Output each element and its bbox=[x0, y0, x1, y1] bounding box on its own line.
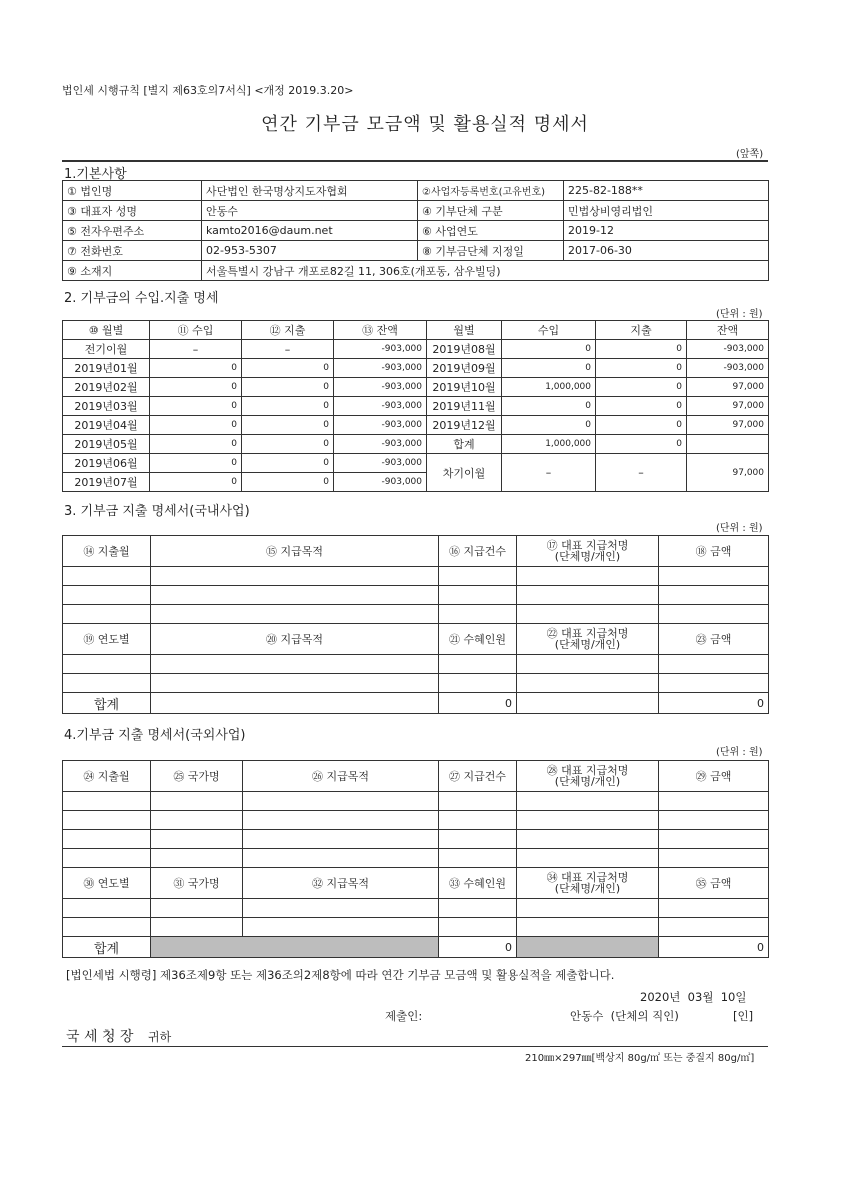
month-cell: 2019년03월 bbox=[63, 397, 150, 416]
submitter-label: 제출인: bbox=[385, 1009, 423, 1023]
table-row bbox=[63, 397, 769, 416]
total-amount: 0 bbox=[659, 937, 769, 958]
balance-total bbox=[687, 435, 769, 454]
section1-title: 1.기본사항 bbox=[64, 167, 127, 182]
balance-cell: -903,000 bbox=[334, 454, 427, 473]
expense-cell: 0 bbox=[596, 359, 687, 378]
income-expense-table bbox=[62, 320, 769, 492]
income-cell: 0 bbox=[502, 397, 596, 416]
phone-value: 02-953-5307 bbox=[202, 241, 418, 261]
col-recipient-2 bbox=[517, 868, 659, 899]
carry-forward-label: 차기이월 bbox=[427, 454, 502, 492]
org-type-value: 민법상비영리법인 bbox=[564, 201, 769, 221]
biz-no-value: 225-82-188** bbox=[564, 181, 769, 201]
income-cell: 0 bbox=[502, 340, 596, 359]
table-row bbox=[63, 567, 769, 586]
fiscal-year-value: 2019-12 bbox=[564, 221, 769, 241]
col-expense-month: ⑭ 지출월 bbox=[63, 536, 151, 567]
col-count: ⑯ 지급건수 bbox=[439, 536, 517, 567]
email-value: kamto2016@daum.net bbox=[202, 221, 418, 241]
expense-cell: 0 bbox=[242, 416, 334, 435]
basic-info-table bbox=[62, 180, 769, 281]
regulation-header: 법인세 시행규칙 [별지 제63호의7서식] <개정 2019.3.20> bbox=[62, 84, 354, 97]
table-row bbox=[63, 899, 769, 918]
expense-cell: 0 bbox=[242, 359, 334, 378]
balance-cell: -903,000 bbox=[334, 340, 427, 359]
col-income-2: 수입 bbox=[502, 321, 596, 340]
recipient-subheader: (단체명/개인) bbox=[554, 775, 621, 788]
month-cell: 2019년01월 bbox=[63, 359, 150, 378]
col-amount: ⑱ 금액 bbox=[659, 536, 769, 567]
total-label: 합계 bbox=[427, 435, 502, 454]
col-month-2: 월별 bbox=[427, 321, 502, 340]
recipient-header: ⑰ 대표 지급처명 bbox=[546, 539, 629, 552]
month-cell: 2019년06월 bbox=[63, 454, 150, 473]
recipient-subheader: (단체명/개인) bbox=[554, 882, 621, 895]
address-value: 서울특별시 강남구 개포로82길 11, 306호(개포동, 삼우빌딩) bbox=[202, 261, 769, 281]
expense-cell: 0 bbox=[596, 340, 687, 359]
month-cell: 전기이월 bbox=[63, 340, 150, 359]
col-purpose-2: ⑳ 지급목적 bbox=[151, 624, 439, 655]
income-cell: 0 bbox=[150, 378, 242, 397]
col-count: ㉗ 지급건수 bbox=[439, 761, 517, 792]
balance-cell: 97,000 bbox=[687, 416, 769, 435]
expense-cell: 0 bbox=[242, 435, 334, 454]
month-cell: 2019년12월 bbox=[427, 416, 502, 435]
table-row bbox=[63, 655, 769, 674]
section2-title: 2. 기부금의 수입.지출 명세 bbox=[64, 291, 219, 306]
table-row bbox=[63, 674, 769, 693]
email-label: ⑤ 전자우편주소 bbox=[63, 221, 202, 241]
recipient-header: ㉞ 대표 지급처명 bbox=[546, 871, 629, 884]
income-cell: 1,000,000 bbox=[502, 378, 596, 397]
table-row bbox=[63, 849, 769, 868]
expense-cell: 0 bbox=[596, 416, 687, 435]
expense-total: 0 bbox=[596, 435, 687, 454]
rep-value: 안동수 bbox=[202, 201, 418, 221]
paper-spec: 210㎜×297㎜[백상지 80g/㎡ 또는 중질지 80g/㎡] bbox=[525, 1053, 755, 1064]
carry-forward-income: – bbox=[502, 454, 596, 492]
total-count: 0 bbox=[439, 693, 517, 714]
income-cell: 0 bbox=[150, 454, 242, 473]
expense-cell: 0 bbox=[242, 378, 334, 397]
col-country: ㉕ 국가명 bbox=[151, 761, 243, 792]
table-row bbox=[63, 792, 769, 811]
total-amount: 0 bbox=[659, 693, 769, 714]
month-cell: 2019년07월 bbox=[63, 473, 150, 492]
col-purpose: ㉖ 지급목적 bbox=[243, 761, 439, 792]
income-total: 1,000,000 bbox=[502, 435, 596, 454]
section4-unit: (단위 : 원) bbox=[716, 747, 763, 758]
expense-cell: 0 bbox=[242, 454, 334, 473]
month-cell: 2019년10월 bbox=[427, 378, 502, 397]
month-cell: 2019년11월 bbox=[427, 397, 502, 416]
recipient-office: 국 세 청 장 bbox=[66, 1029, 134, 1045]
fiscal-year-label: ⑥ 사업연도 bbox=[418, 221, 564, 241]
income-cell: 0 bbox=[150, 435, 242, 454]
balance-cell: -903,000 bbox=[334, 416, 427, 435]
col-expense-month: ㉔ 지출월 bbox=[63, 761, 151, 792]
month-cell: 2019년09월 bbox=[427, 359, 502, 378]
table-row bbox=[63, 586, 769, 605]
domestic-expense-table bbox=[62, 535, 769, 714]
submitter-name: 안동수 (단체의 직인) bbox=[570, 1009, 679, 1023]
page-side-label: (앞쪽) bbox=[736, 149, 764, 160]
expense-cell: 0 bbox=[242, 473, 334, 492]
expense-cell: – bbox=[242, 340, 334, 359]
recipient-subheader: (단체명/개인) bbox=[554, 550, 621, 563]
col-income: ⑪ 수입 bbox=[150, 321, 242, 340]
rep-label: ③ 대표자 성명 bbox=[63, 201, 202, 221]
expense-cell: 0 bbox=[596, 378, 687, 397]
col-balance-2: 잔액 bbox=[687, 321, 769, 340]
month-cell: 2019년08월 bbox=[427, 340, 502, 359]
total-label: 합계 bbox=[63, 937, 151, 958]
submission-date: 2020년 03월 10일 bbox=[640, 990, 747, 1004]
org-type-label: ④ 기부단체 구분 bbox=[418, 201, 564, 221]
recipient-honorific: 귀하 bbox=[148, 1030, 172, 1044]
income-cell: 0 bbox=[150, 359, 242, 378]
balance-cell: 97,000 bbox=[687, 378, 769, 397]
table-row bbox=[63, 416, 769, 435]
submission-statement: [법인세법 시행령] 제36조제9항 또는 제36조의2제8항에 따라 연간 기부금 모금액 및 활용실적을 제출합니다. bbox=[66, 968, 615, 982]
carry-forward-balance: 97,000 bbox=[687, 454, 769, 492]
balance-cell: -903,000 bbox=[687, 359, 769, 378]
income-cell: 0 bbox=[502, 359, 596, 378]
col-expense-2: 지출 bbox=[596, 321, 687, 340]
col-beneficiaries: ㉑ 수혜인원 bbox=[439, 624, 517, 655]
biz-no-label: ②사업자등록번호(고유번호) bbox=[418, 181, 564, 201]
table-row bbox=[63, 811, 769, 830]
balance-cell: 97,000 bbox=[687, 397, 769, 416]
corp-name-label: ① 법인명 bbox=[63, 181, 202, 201]
balance-cell: -903,000 bbox=[334, 435, 427, 454]
col-beneficiaries: ㉝ 수혜인원 bbox=[439, 868, 517, 899]
month-cell: 2019년04월 bbox=[63, 416, 150, 435]
table-row bbox=[63, 918, 769, 937]
col-year: ⑲ 연도별 bbox=[63, 624, 151, 655]
month-cell: 2019년02월 bbox=[63, 378, 150, 397]
table-row bbox=[63, 454, 769, 473]
income-cell: – bbox=[150, 340, 242, 359]
income-cell: 0 bbox=[502, 416, 596, 435]
col-recipient bbox=[517, 761, 659, 792]
balance-cell: -903,000 bbox=[334, 473, 427, 492]
balance-cell: -903,000 bbox=[334, 378, 427, 397]
section3-title: 3. 기부금 지출 명세서(국내사업) bbox=[64, 504, 250, 519]
recipient-header: ㉘ 대표 지급처명 bbox=[546, 764, 629, 777]
table-row bbox=[63, 378, 769, 397]
expense-cell: 0 bbox=[242, 397, 334, 416]
table-row bbox=[63, 830, 769, 849]
balance-cell: -903,000 bbox=[687, 340, 769, 359]
col-country-2: ㉛ 국가명 bbox=[151, 868, 243, 899]
col-purpose-2: ㉜ 지급목적 bbox=[243, 868, 439, 899]
total-count: 0 bbox=[439, 937, 517, 958]
section2-unit: (단위 : 원) bbox=[716, 309, 763, 320]
month-cell: 2019년05월 bbox=[63, 435, 150, 454]
income-cell: 0 bbox=[150, 473, 242, 492]
income-cell: 0 bbox=[150, 416, 242, 435]
designated-date-label: ⑧ 기부금단체 지정일 bbox=[418, 241, 564, 261]
address-label: ⑨ 소재지 bbox=[63, 261, 202, 281]
balance-cell: -903,000 bbox=[334, 359, 427, 378]
expense-cell: 0 bbox=[596, 397, 687, 416]
total-label: 합계 bbox=[63, 693, 151, 714]
income-cell: 0 bbox=[150, 397, 242, 416]
col-balance: ⑬ 잔액 bbox=[334, 321, 427, 340]
section3-unit: (단위 : 원) bbox=[716, 523, 763, 534]
table-row bbox=[63, 359, 769, 378]
carry-forward-expense: – bbox=[596, 454, 687, 492]
table-row bbox=[63, 435, 769, 454]
phone-label: ⑦ 전화번호 bbox=[63, 241, 202, 261]
corp-name-value: 사단법인 한국명상지도자협회 bbox=[202, 181, 418, 201]
col-amount-2: ㉟ 금액 bbox=[659, 868, 769, 899]
col-expense: ⑫ 지출 bbox=[242, 321, 334, 340]
col-amount: ㉙ 금액 bbox=[659, 761, 769, 792]
col-amount-2: ㉓ 금액 bbox=[659, 624, 769, 655]
recipient-subheader: (단체명/개인) bbox=[554, 638, 621, 651]
overseas-expense-table bbox=[62, 760, 769, 958]
col-purpose: ⑮ 지급목적 bbox=[151, 536, 439, 567]
balance-cell: -903,000 bbox=[334, 397, 427, 416]
section4-title: 4.기부금 지출 명세서(국외사업) bbox=[64, 728, 246, 743]
col-month: ⑩ 월별 bbox=[63, 321, 150, 340]
col-year: ㉚ 연도별 bbox=[63, 868, 151, 899]
document-title: 연간 기부금 모금액 및 활용실적 명세서 bbox=[261, 114, 589, 135]
seal-mark: [인] bbox=[733, 1009, 754, 1023]
table-row bbox=[63, 340, 769, 359]
table-row bbox=[63, 605, 769, 624]
designated-date-value: 2017-06-30 bbox=[564, 241, 769, 261]
col-recipient bbox=[517, 536, 659, 567]
recipient-header: ㉒ 대표 지급처명 bbox=[546, 627, 629, 640]
col-recipient-2 bbox=[517, 624, 659, 655]
